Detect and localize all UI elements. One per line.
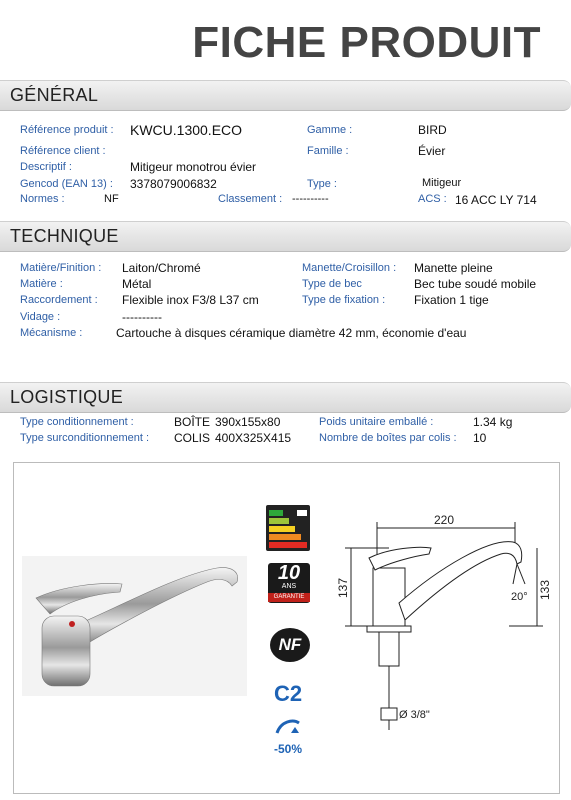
water-saving-label: -50% xyxy=(273,742,302,756)
ref-client-label: Référence client : xyxy=(20,145,106,157)
matiere-finition-label: Matière/Finition : xyxy=(20,262,102,274)
nf-logo-text: NF xyxy=(278,635,302,654)
energy-class-icon xyxy=(266,505,310,551)
raccordement-label: Raccordement : xyxy=(20,294,98,306)
raccordement-value: Flexible inox F3/8 L37 cm xyxy=(122,293,259,307)
manette-value: Manette pleine xyxy=(414,261,493,275)
product-image-panel xyxy=(13,462,560,794)
warranty-ans: ANS xyxy=(281,583,297,590)
gamme-label: Gamme : xyxy=(307,124,353,136)
c2-certification-icon xyxy=(270,677,306,711)
famille-value: Évier xyxy=(418,144,446,158)
famille-label: Famille : xyxy=(307,145,349,157)
matiere-finition-value: Laiton/Chromé xyxy=(122,261,201,275)
type-surcond-label: Type surconditionnement : xyxy=(20,432,150,444)
matiere-label: Matière : xyxy=(20,278,63,290)
angle-20: 20° xyxy=(511,591,528,603)
descriptif-value: Mitigeur monotrou évier xyxy=(130,160,257,174)
normes-value: NF xyxy=(104,193,119,205)
ref-produit-label: Référence produit : xyxy=(20,124,114,136)
section-logistique-header xyxy=(0,382,571,413)
section-technique-header xyxy=(0,221,571,252)
warranty-years: 10 xyxy=(277,562,301,584)
vidage-label: Vidage : xyxy=(20,311,61,323)
nb-boites-label: Nombre de boîtes par colis : xyxy=(319,432,457,444)
manette-label: Manette/Croisillon : xyxy=(302,262,397,274)
section-technique-title: TECHNIQUE xyxy=(10,226,119,246)
warranty-label: GARANTIE xyxy=(268,593,310,602)
diameter-3-8: Ø 3/8" xyxy=(399,709,430,721)
c2-logo-text: C2 xyxy=(273,681,303,706)
type-bec-value: Bec tube soudé mobile xyxy=(414,277,537,291)
fixation-value: Fixation 1 tige xyxy=(414,293,489,307)
section-general-header xyxy=(0,80,571,111)
faucet-photo xyxy=(22,556,247,696)
classement-value: ---------- xyxy=(292,193,329,205)
water-drop-icon xyxy=(273,717,303,737)
gencod-label: Gencod (EAN 13) : xyxy=(20,178,113,190)
warranty-badge xyxy=(268,563,310,603)
fixation-label: Type de fixation : xyxy=(302,294,386,306)
ref-produit-value: KWCU.1300.ECO xyxy=(130,122,243,138)
type-cond-dimensions: 390x155x80 xyxy=(215,415,281,429)
acs-label: ACS : xyxy=(418,193,447,205)
section-logistique-title: LOGISTIQUE xyxy=(10,387,124,407)
poids-label: Poids unitaire emballé : xyxy=(319,416,434,428)
vidage-value: ---------- xyxy=(122,310,162,324)
mecanisme-label: Mécanisme : xyxy=(20,327,83,339)
type-surcond-value: COLIS xyxy=(174,431,211,445)
dimension-220: 220 xyxy=(434,513,455,527)
normes-label: Normes : xyxy=(20,193,65,205)
dimension-133: 133 xyxy=(538,579,552,600)
type-bec-label: Type de bec xyxy=(302,278,362,290)
gencod-value: 3378079006832 xyxy=(130,177,217,191)
gamme-value: BIRD xyxy=(418,123,447,137)
type-value: Mitigeur xyxy=(422,177,462,189)
classement-label: Classement : xyxy=(218,193,283,205)
nb-boites-value: 10 xyxy=(473,431,487,445)
acs-value: 16 ACC LY 714 xyxy=(455,193,537,207)
descriptif-label: Descriptif : xyxy=(20,161,72,173)
type-label: Type : xyxy=(307,178,337,190)
dimension-137: 137 xyxy=(336,577,350,598)
section-general-title: GÉNÉRAL xyxy=(10,85,99,105)
mecanisme-value: Cartouche à disques céramique diamètre 42 mm, économie d'eau xyxy=(116,326,467,340)
technical-drawing xyxy=(329,508,554,778)
poids-value: 1.34 kg xyxy=(473,415,513,429)
type-cond-label: Type conditionnement : xyxy=(20,416,134,428)
page-title: FICHE PRODUIT xyxy=(192,18,541,67)
matiere-value: Métal xyxy=(122,277,152,291)
type-surcond-dimensions: 400X325X415 xyxy=(215,431,292,445)
type-cond-value: BOÎTE xyxy=(174,415,211,429)
nf-certification-icon xyxy=(270,628,310,662)
water-saving-icon xyxy=(266,717,310,757)
